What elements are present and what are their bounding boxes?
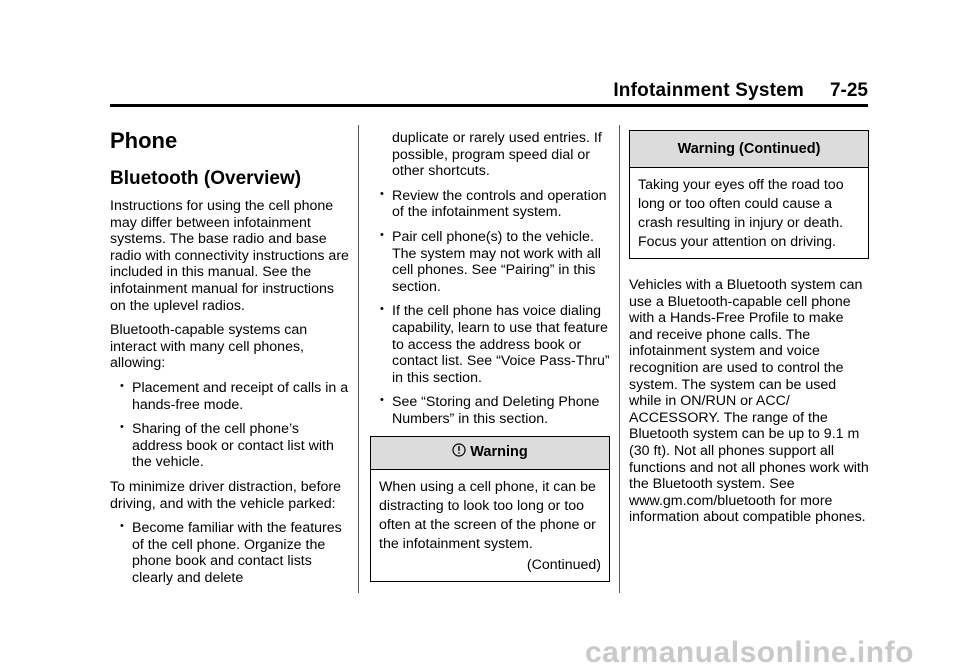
watermark: carmanualsonline.info <box>585 636 914 669</box>
list-item: • Become familiar with the features of the cell phone. Organize the phone book and contact lists clearly and delete <box>110 520 350 586</box>
page-number: 7-25 <box>829 80 868 101</box>
paragraph: To minimize driver distraction, before driving, and with the vehicle parked: <box>110 478 342 512</box>
section-title: Infotainment System <box>613 80 804 101</box>
warning-circle-icon <box>452 443 466 457</box>
warning-icon <box>452 443 466 462</box>
column-1 <box>110 128 350 594</box>
column-divider-1 <box>358 125 359 593</box>
list-item: • Review the controls and operation of the infotainment system. <box>370 188 610 221</box>
warning-header: Warning (Continued) <box>630 131 868 168</box>
paragraph: Vehicles with a Bluetooth system can use a Bluetooth-capable cell phone with a Hands-Free Profile to make and receive phone calls. The infotainment system and voice recognition are used to control the system. The system can be used while in ON/RUN or ACC/ ACCESSORY. The range of the Bluetooth system can be up to 9.1 m (30 ft). Not all phones support all functions and not all phones work with the Bluetooth system. See www.gm.com/bluetooth for more information about compatible phones. <box>629 277 869 526</box>
paragraph: Instructions for using the cell phone may differ between infotainment systems. The base radio and base radio with connectivity instructions are included in this manual. See the infotainment manual for instructions on the uplevel radios. <box>110 198 349 314</box>
header-rule <box>110 104 868 107</box>
warning-header <box>371 437 609 470</box>
list-item: • Placement and receipt of calls in a hands-free mode. <box>110 380 350 413</box>
warning-text: Taking your eyes off the road too long or too often could cause a crash resulting in injury or death. Focus your attention on driving. <box>638 177 844 250</box>
continued-label: (Continued) <box>526 556 601 573</box>
warning-body <box>630 168 868 258</box>
list-item: • Sharing of the cell phone’s address book or contact list with the vehicle. <box>110 421 350 471</box>
warning-text: When using a cell phone, it can be distracting to look too long or too often at the screen of the phone or the infotainment system. <box>379 478 596 552</box>
list-item: • Pair cell phone(s) to the vehicle. The system may not work with all cell phones. See “Pairing” in this section. <box>370 229 610 295</box>
list-item: • See “Storing and Deleting Phone Numbers” in this section. <box>370 394 610 427</box>
list-item: • If the cell phone has voice dialing capability, learn to use that feature to access the address book or contact list. See “Voice Pass-Thru” in this section. <box>370 303 610 386</box>
section-heading: Bluetooth (Overview) <box>110 168 302 189</box>
warning-body <box>371 470 609 581</box>
column-divider-2 <box>619 125 620 593</box>
list-item-continuation: duplicate or rarely used entries. If possible, program speed dial or other shortcuts. <box>392 130 602 180</box>
paragraph: Bluetooth-capable systems can interact with many cell phones, allowing: <box>110 322 308 372</box>
column-3 <box>629 130 869 534</box>
warning-box-continued <box>629 130 869 259</box>
warning-title: Warning <box>470 444 528 461</box>
column-2 <box>370 130 610 582</box>
warning-box <box>370 436 610 582</box>
page-title: Phone <box>110 128 178 153</box>
